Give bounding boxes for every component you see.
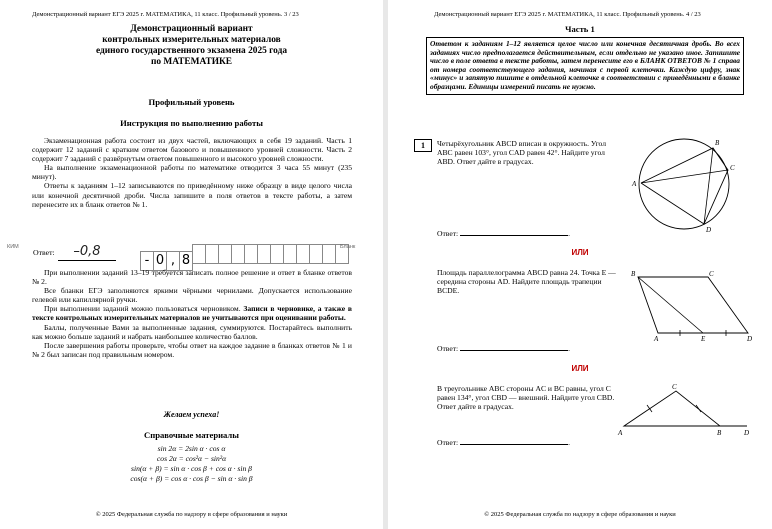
answer-cell (270, 244, 284, 264)
vertex-label-c: C (709, 270, 714, 278)
answer-cell (192, 244, 206, 264)
vertex-label-a: A (654, 335, 659, 342)
answer-cell: - (140, 251, 154, 271)
instructions-box: Ответом к заданиям 1–12 является целое число или конечная десятичная дробь. Во всех заданиях число предполагается действительным, если отдельно не указано иное. Запишите число в поле ответа в тексте работы, затем перенесите его в БЛАНК ОТВЕТОВ № 1 справа от номера соответствующего задания, начиная с первой клеточки. Каждую цифру, знак «минус» и запятую пишите в отдельной клеточке в соответствии с приведёнными в бланке образцами. Единицы измерений писать не нужно. (426, 37, 744, 95)
answer-line: Ответ: . (437, 438, 570, 447)
paragraph: Экзаменационная работа состоит из двух частей, включающих в себя 19 заданий. Часть 1 содержит 12 заданий с кратким ответом базового и повышенного уровней сложности. Часть 2 содержит 7 заданий с развёрнутым ответом повышенного и высокого уровней сложности. (32, 136, 352, 164)
paragraph-bold: Записи в черновике, а также в тексте контрольных измерительных материалов не учитываются при оценивании работы. (32, 304, 352, 323)
vertex-label-b: B (717, 429, 722, 437)
parallelogram-figure (626, 268, 758, 342)
instructions-heading: Инструкция по выполнению работы (120, 118, 263, 128)
formula: sin 2α = 2sin α · cos α (157, 444, 226, 453)
answer-cell: 8 (179, 251, 193, 271)
task-number: 1 (414, 139, 432, 152)
title-line: Демонстрационный вариант (130, 24, 253, 34)
vertex-label-c: C (730, 164, 735, 172)
formula: cos(α + β) = cos α · cos β − sin α · sin β (130, 474, 253, 483)
sample-handwritten-answer: –0,8 (58, 244, 116, 261)
answer-blank (460, 343, 568, 351)
or-separator: ИЛИ (571, 364, 589, 373)
point-label-d: D (744, 429, 750, 437)
sample-answer-cells (140, 244, 348, 271)
answer-cell (322, 244, 336, 264)
answer-label: Ответ: (437, 229, 459, 238)
page-header: Демонстрационный вариант ЕГЭ 2025 г. МАТЕМАТИКА, 11 класс. Профильный уровень. 4 / 23 (434, 11, 701, 18)
paragraph: На выполнение экзаменационной работы по математике отводится 3 часа 55 минут (235 минут). (32, 163, 352, 182)
page-header: Демонстрационный вариант ЕГЭ 2025 г. МАТЕМАТИКА, 11 класс. Профильный уровень. 3 / 23 (32, 11, 299, 18)
paragraph: Баллы, полученные Вами за выполненные задания, суммируются. Постарайтесь выполнить как можно больше заданий и набрать наибольшее количество баллов. (32, 322, 352, 341)
answer-label: Ответ: (437, 438, 459, 447)
sample-answer-label: Ответ: (33, 248, 55, 257)
paragraph: Все бланки ЕГЭ заполняются яркими чёрными чернилами. Допускается использование гелевой или капиллярной ручки. (32, 286, 352, 305)
vertex-label-a: A (618, 429, 623, 437)
answer-label: Ответ: (437, 344, 459, 353)
task-3-text: В треугольнике ABC стороны AC и BC равны, угол C равен 134°, угол CBD — внешний. Найдите угол CBD. Ответ дайте в градусах. (437, 384, 615, 412)
paragraph (32, 304, 352, 322)
document-title (0, 24, 383, 68)
page-4 (388, 0, 772, 529)
paragraph: При выполнении заданий 13–19 требуется записать полное решение и ответ в бланке ответов № 2. (32, 268, 352, 287)
kim-label: КИМ (7, 244, 19, 250)
page-3 (0, 0, 383, 529)
task-2-text: Площадь параллелограмма ABCD равна 24. Точка E — середина стороны AD. Найдите площадь трапеции BCDE. (437, 268, 616, 296)
paragraph: После завершения работы проверьте, чтобы ответ на каждое задание в бланках ответов № 1 и № 2 был записан под правильным номером. (32, 340, 352, 359)
point-label-e: E (701, 335, 706, 342)
triangle-figure (616, 380, 756, 438)
answer-cell (231, 244, 245, 264)
answer-line: Ответ: . (437, 344, 570, 353)
blank-label: Бланк (340, 244, 356, 250)
tick-mark (696, 405, 701, 412)
reference-heading: Справочные материалы (144, 430, 239, 440)
answer-cell (244, 244, 258, 264)
or-separator: ИЛИ (571, 248, 589, 257)
title-line: по МАТЕМАТИКЕ (150, 57, 233, 67)
formula: sin(α + β) = sin α · cos β + cos α · sin β (131, 464, 252, 473)
page-footer: © 2025 Федеральная служба по надзору в сфере образования и науки (95, 511, 288, 518)
paragraph-text: При выполнении заданий можно пользоваться черновиком. (44, 304, 241, 314)
part-heading: Часть 1 (565, 24, 595, 34)
answer-line: Ответ: . (437, 229, 570, 238)
vertex-label-c: C (672, 383, 677, 391)
vertex-label-b: B (631, 270, 636, 278)
quadrilateral-abcd (641, 148, 728, 224)
diagonal-bd (704, 148, 713, 224)
formula: cos 2α = cos²α − sin²α (156, 454, 227, 463)
paragraph: Ответы к заданиям 1–12 записываются по приведённому ниже образцу в виде целого числа или конечной десятичной дроби. Числа запишите в поля ответов в тексте работы, а затем перенесите их в бланк ответов № 1. (32, 181, 352, 209)
task-1-text: Четырёхугольник ABCD вписан в окружность. Угол ABC равен 103°, угол CAD равен 42°. Найдите угол ABD. Ответ дайте в градусах. (437, 139, 607, 167)
vertex-label-b: B (715, 139, 720, 147)
page-footer: © 2025 Федеральная служба по надзору в сфере образования и науки (484, 511, 676, 518)
instructions-block-1 (32, 136, 352, 209)
vertex-label-d: D (706, 226, 712, 234)
answer-cell (296, 244, 310, 264)
vertex-label-a: A (632, 180, 637, 188)
circle-quadrilateral-figure (623, 134, 753, 234)
level-heading: Профильный уровень (148, 97, 235, 107)
answer-cell: 0 (153, 251, 167, 271)
answer-blank (460, 437, 568, 445)
triangle-abc (624, 391, 720, 426)
answer-cell (205, 244, 219, 264)
title-line: контрольных измерительных материалов (102, 35, 281, 45)
circumcircle (639, 139, 729, 229)
answer-blank (460, 228, 568, 236)
answer-cell (257, 244, 271, 264)
answer-cell (283, 244, 297, 264)
answer-cell: , (166, 251, 180, 271)
answer-cell (218, 244, 232, 264)
formula-list (0, 444, 383, 484)
answer-cell (309, 244, 323, 264)
vertex-label-d: D (747, 335, 753, 342)
tick-mark (647, 405, 652, 412)
wish-text: Желаем успеха! (163, 410, 220, 419)
instructions-block-2 (32, 268, 352, 359)
title-line: единого государственного экзамена 2025 года (95, 46, 288, 56)
